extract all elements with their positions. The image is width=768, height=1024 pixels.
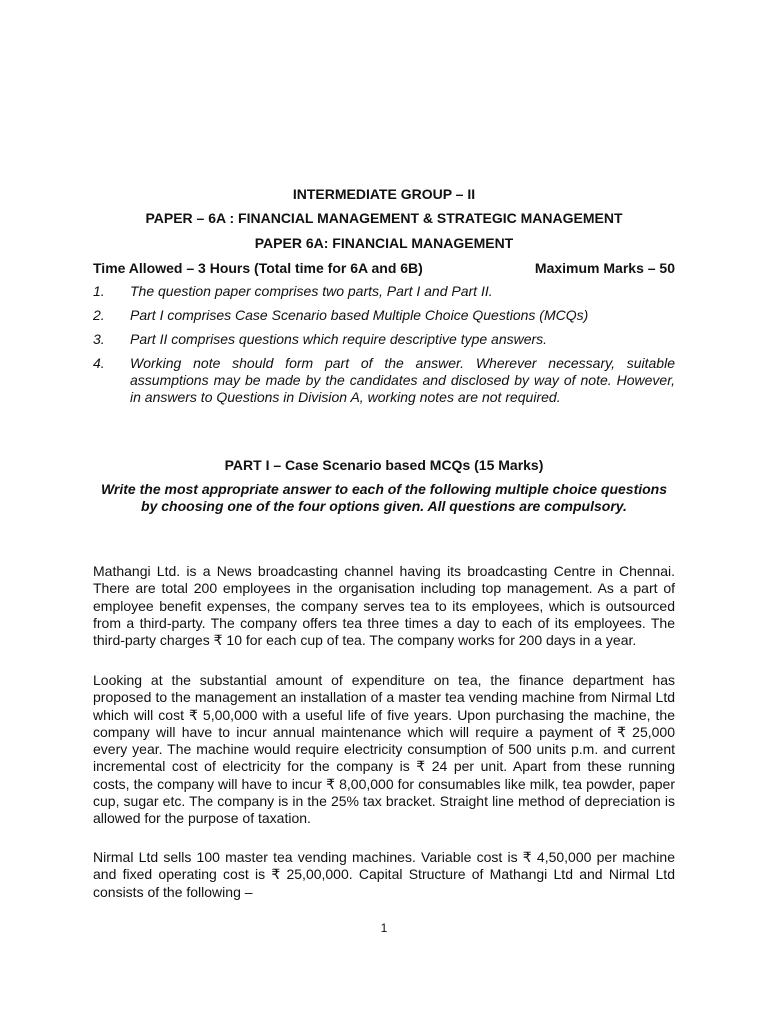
time-allowed: Time Allowed – 3 Hours (Total time for 6A and 6B) <box>93 260 423 276</box>
paper-subheading: PAPER 6A: FINANCIAL MANAGEMENT <box>254 235 514 251</box>
group-heading: INTERMEDIATE GROUP – II <box>292 186 476 202</box>
case-paragraph: Nirmal Ltd sells 100 master tea vending machines. Variable cost is ₹ 4,50,000 per machine and fixed operating cost is ₹ 25,00,000. Capital Structure of Mathangi Ltd and Nirmal Ltd consists of the following – <box>93 849 675 900</box>
instruction-item <box>93 331 675 349</box>
mcq-instruction: Write the most appropriate answer to each of the following multiple choice questions by choosing one of the four options given. All questions are compulsory. <box>100 481 668 514</box>
case-paragraph: Looking at the substantial amount of expenditure on tea, the finance department has proposed to the management an installation of a master tea vending machine from Nirmal Ltd which will cost ₹ 5,00,000 with a useful life of five years. Upon purchasing the machine, the company will have to incur annual maintenance which will require a payment of ₹ 25,000 every year. The machine would require electricity consumption of 500 units p.m. and current incremental cost of electricity for the company is ₹ 24 per unit. Apart from these running costs, the company will have to incur ₹ 8,00,000 for consumables like milk, tea powder, paper cup, sugar etc. The company is in the 25% tax bracket. Straight line method of depreciation is allowed for the purpose of taxation. <box>93 672 675 827</box>
instruction-number: 2. <box>93 307 105 323</box>
instruction-item <box>93 283 675 301</box>
case-paragraph: Mathangi Ltd. is a News broadcasting channel having its broadcasting Centre in Chennai. There are total 200 employees in the organisation including top management. As a part of employee benefit expenses, the company serves tea to its employees, which is outsourced from a third-party. The company offers tea three times a day to each of its employees. The third-party charges ₹ 10 for each cup of tea. The company works for 200 days in a year. <box>93 563 675 649</box>
instruction-number: 4. <box>93 355 105 371</box>
instruction-text: The question paper comprises two parts, Part I and Part II. <box>130 283 493 299</box>
instruction-item <box>93 307 675 325</box>
instruction-text: Part II comprises questions which require descriptive type answers. <box>130 331 548 347</box>
instruction-text: Part I comprises Case Scenario based Multiple Choice Questions (MCQs) <box>130 307 589 323</box>
maximum-marks: Maximum Marks – 50 <box>534 260 675 276</box>
paper-heading: PAPER – 6A : FINANCIAL MANAGEMENT & STRATEGIC MANAGEMENT <box>145 210 623 226</box>
time-marks-row <box>93 259 675 277</box>
instruction-number: 1. <box>93 283 105 299</box>
instruction-text: Working note should form part of the answer. Wherever necessary, suitable assumptions may be made by the candidates and disclosed by way of note. However, in answers to Questions in Division A, working notes are not required. <box>130 355 675 405</box>
page-number: 1 <box>380 921 388 935</box>
instruction-number: 3. <box>93 331 105 347</box>
instruction-item <box>93 355 675 425</box>
part1-title: PART I – Case Scenario based MCQs (15 Marks) <box>224 457 544 473</box>
